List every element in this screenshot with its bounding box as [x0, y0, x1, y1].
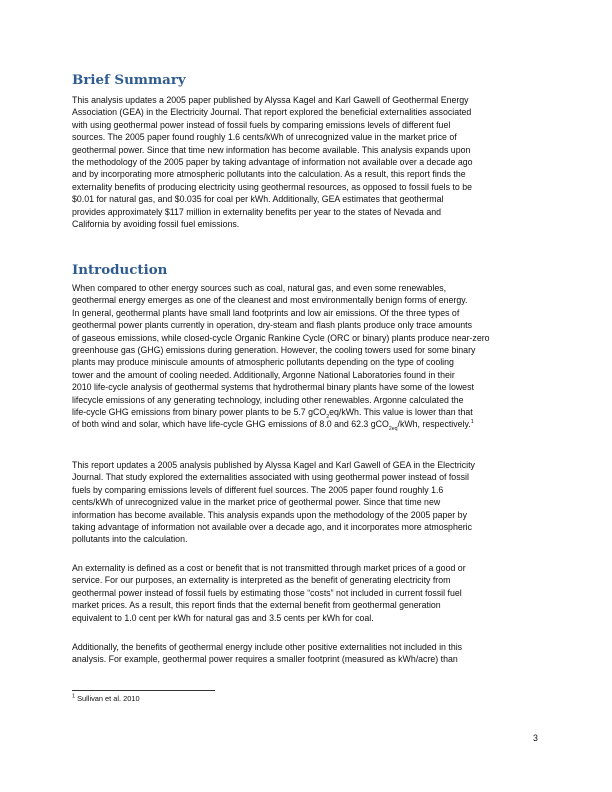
text-line: market prices. As a result, this report finds that the external benefit from geothermal generation: [72, 600, 441, 611]
footnote: [72, 694, 140, 703]
text-line: tower and the amount of cooling needed. Additionally, Argonne National Laboratories found in their: [72, 369, 455, 380]
text-line: geothermal energy emerges as one of the cleanest and most environmentally benign forms of energy.: [72, 295, 468, 306]
page-number: 3: [533, 733, 538, 743]
brief-summary-heading: Brief Summary: [72, 72, 186, 88]
text-line: This report updates a 2005 analysis published by Alyssa Kagel and Karl Gawell of GEA in the Electricity: [72, 460, 475, 470]
line-text-after: eq/kWh. This value is lower than that: [329, 407, 473, 418]
text-line: [72, 418, 542, 433]
text-line: Additionally, the benefits of geothermal energy include other positive externalities not included in this: [72, 642, 463, 652]
text-line: provides approximately $117 million in externality benefits per year to the states of Nevada and: [72, 206, 442, 217]
footnote-number: 1: [72, 693, 76, 700]
footnote-reference[interactable]: 1: [470, 419, 474, 426]
introduction-paragraph-4: [72, 641, 542, 666]
introduction-paragraph-1: [72, 282, 542, 431]
text-line: lifecycle emissions of any generating technology, including other renewables. Argonne calculated the: [72, 394, 464, 405]
text-line: 2010 life-cycle analysis of geothermal systems that hydrothermal binary plants have some of the lowest: [72, 382, 474, 393]
text-line: geothermal power instead of fossil fuels by estimating those “costs” not included in current fossil fuel: [72, 587, 462, 598]
text-line: $0.01 for natural gas, and $0.035 for coal per kWh. Additionally, GEA estimates that geothermal: [72, 194, 444, 205]
text-line: fuels by comparing emissions levels of different fuel sources. The 2005 paper found roughly 1.6: [72, 484, 444, 495]
text-line: geothermal power plants currently in operation, dry-steam and flash plants produce only trace amounts: [72, 320, 472, 331]
text-line: sources. The 2005 paper found roughly 1.6 cents/kWh of unrecognized value in the market price of: [72, 132, 457, 143]
text-line: geothermal power. Since that time new information has become available. This analysis expands upon: [72, 144, 471, 155]
text-line: and by incorporating more atmospheric pollutants into the calculation. As a result, this report finds the: [72, 169, 466, 180]
footnote-text: Sullivan et al. 2010: [77, 694, 140, 703]
text-line: Association (GEA) in the Electricity Journal. That report explored the beneficial externalities associated: [72, 107, 472, 118]
footnote-divider: [72, 690, 215, 691]
line-text-before: of both wind and solar, which have life-cycle GHG emissions of 8.0 and 62.3 gCO: [72, 419, 389, 430]
line-text-after: /kWh, respectively.: [397, 419, 471, 430]
text-line: [72, 406, 542, 418]
text-line: analysis. For example, geothermal power requires a smaller footprint (measured as kWh/acre) than: [72, 654, 458, 665]
brief-summary-paragraph: [72, 94, 542, 230]
text-line: with using geothermal power instead of fossil fuels by comparing emissions levels of different fuel: [72, 119, 451, 130]
text-line: An externality is defined as a cost or benefit that is not transmitted through market prices of a good or: [72, 563, 466, 573]
subscript: 2: [326, 413, 330, 420]
text-line: service. For our purposes, an externality is interpreted as the benefit of generating electricity from: [72, 575, 451, 586]
text-line: When compared to other energy sources such as coal, natural gas, and even some renewables,: [72, 283, 447, 293]
text-line: the methodology of the 2005 paper by taking advantage of information not available over a decade ago: [72, 157, 473, 168]
text-line: In general, geothermal plants have small land footprints and low air emissions. Of the three types of: [72, 307, 460, 318]
text-line: cents/kWh of unrecognized value in the market price of geothermal power. Since that time new: [72, 497, 441, 508]
text-line: taking advantage of information not available over a decade ago, and it incorporates more atmospheric: [72, 522, 473, 533]
introduction-heading: Introduction: [72, 262, 168, 278]
introduction-paragraph-2: [72, 459, 542, 546]
introduction-paragraph-3: [72, 562, 542, 624]
text-line: plants may produce miniscule amounts of atmospheric pollutants depending on the type of cooling: [72, 357, 454, 368]
text-line: California by avoiding fossil fuel emissions.: [72, 219, 240, 230]
text-line: externality benefits of producing electricity using geothermal resources, as opposed to fossil fuels to be: [72, 181, 472, 192]
subscript: 2eq: [388, 426, 398, 433]
text-line: information has become available. This analysis expands upon the methodology of the 2005 paper by: [72, 509, 467, 520]
text-line: pollutants into the calculation.: [72, 534, 188, 545]
text-line: of gaseous emissions, while closed-cycle Organic Rankine Cycle (ORC or binary) plants produce near-zero: [72, 332, 490, 343]
text-line: equivalent to 1.0 cent per kWh for natural gas and 3.5 cents per kWh for coal.: [72, 612, 374, 623]
text-line: This analysis updates a 2005 paper published by Alyssa Kagel and Karl Gawell of Geothermal Energy: [72, 95, 469, 105]
text-line: greenhouse gas (GHG) emissions during generation. However, the cooling towers used for some binary: [72, 345, 476, 356]
text-line: Journal. That study explored the externalities associated with using geothermal power instead of fossil: [72, 472, 469, 483]
line-text-before: life-cycle GHG emissions from binary power plants to be 5.7 gCO: [72, 407, 327, 418]
